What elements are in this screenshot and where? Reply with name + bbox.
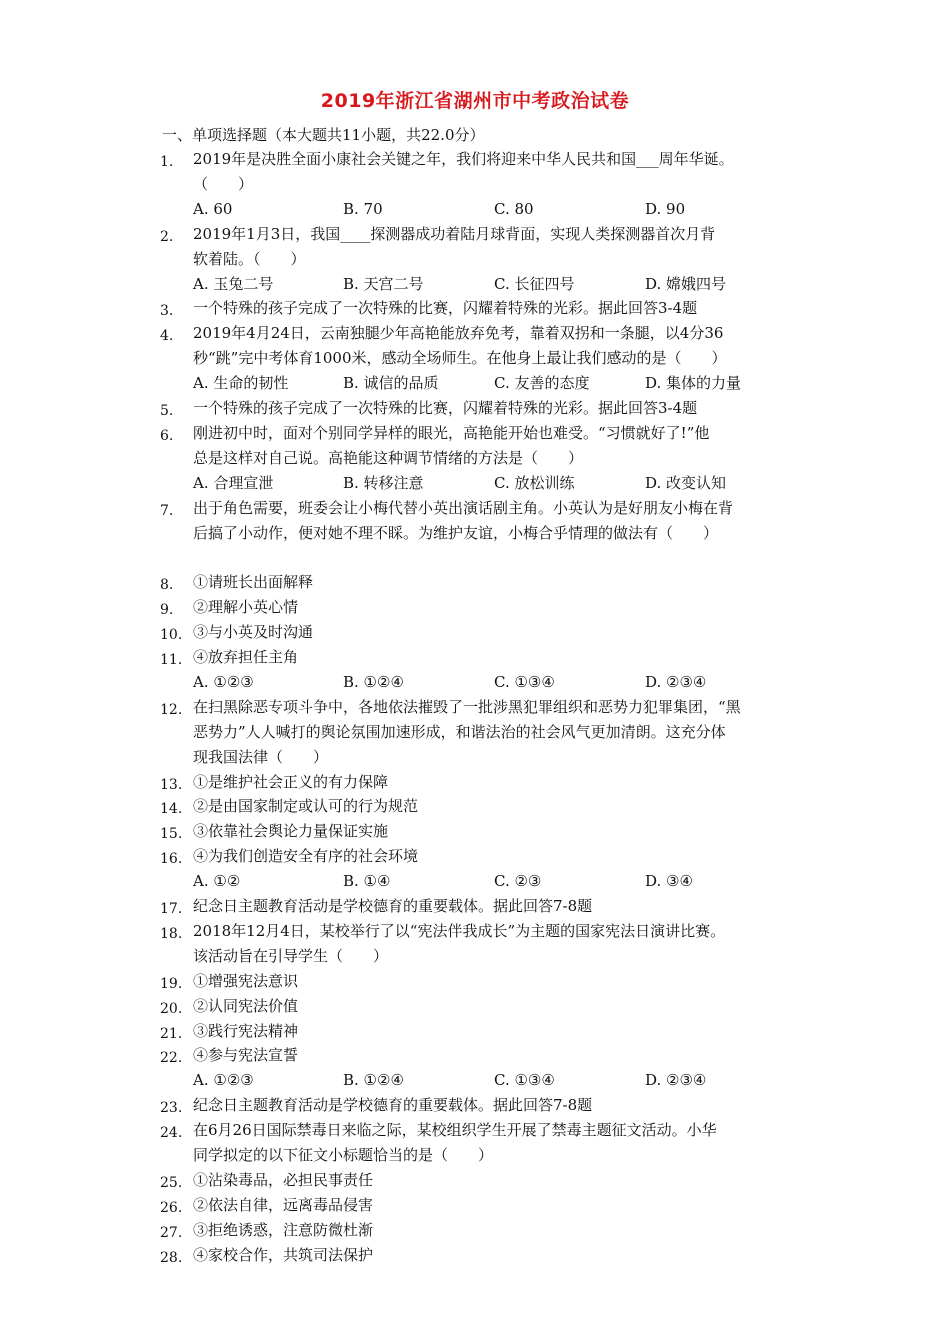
question-item (0, 919, 950, 944)
answer-option: A. 合理宣泄 (193, 473, 274, 492)
question-item (0, 1019, 950, 1044)
question-number: 13. (160, 776, 183, 793)
question-text: ①是维护社会正义的有力保障 (193, 772, 389, 791)
question-continuation (0, 172, 950, 197)
answer-option: B. 70 (343, 199, 383, 218)
question-text: ④家校合作，共筑司法保护 (193, 1245, 374, 1264)
question-continuation (0, 521, 950, 546)
answer-option: A. ①②③ (193, 1071, 254, 1090)
answer-option: A. ①② (193, 872, 241, 891)
answer-option: B. ①②④ (343, 672, 404, 691)
question-text: （ ） (193, 174, 254, 193)
answer-option: A. 生命的韧性 (193, 374, 289, 393)
question-item (0, 1168, 950, 1193)
question-text: ③依靠社会舆论力量保证实施 (193, 822, 389, 841)
question-text: 刚进初中时，面对个别同学异样的眼光，高艳能开始也难受。“习惯就好了!”他 (193, 423, 710, 442)
answer-option: C. ②③ (494, 872, 542, 891)
answer-option: B. 诚信的品质 (343, 374, 439, 393)
question-number: 6. (160, 427, 174, 444)
question-text: 现我国法律（ ） (193, 747, 329, 766)
question-text: 在扫黑除恶专项斗争中，各地依法摧毁了一批涉黑犯罪组织和恶势力犯罪集团，“黑 (193, 697, 741, 716)
answer-option: D. 集体的力量 (645, 374, 742, 393)
question-continuation (0, 1143, 950, 1168)
answer-option: D. 嫦娥四号 (645, 274, 727, 293)
question-number: 1. (160, 154, 174, 170)
question-number: 11. (160, 652, 183, 668)
question-item (0, 695, 950, 720)
question-text: 纪念日主题教育活动是学校德育的重要载体。据此回答7-8题 (193, 897, 593, 915)
question-continuation (0, 247, 950, 272)
page-title: 2019年浙江省湖州市中考政治试卷 (320, 90, 630, 112)
question-item (0, 844, 950, 869)
question-item (0, 570, 950, 595)
answer-option: D. ②③④ (645, 672, 707, 691)
question-item (0, 1218, 950, 1243)
question-item (0, 1093, 950, 1118)
question-text: ②理解小英心情 (193, 598, 299, 617)
question-item (0, 595, 950, 620)
question-item (0, 770, 950, 795)
question-text: 2019年是决胜全面小康社会关键之年，我们将迎来中华人民共和国___周年华诞。 (193, 150, 734, 168)
answer-option: A. 60 (193, 199, 233, 218)
question-text: 秒“跳”完中考体育1000米，感动全场师生。在他身上最让我们感动的是（ ） (193, 349, 727, 368)
question-number: 16. (160, 851, 183, 868)
answer-option: A. ①②③ (193, 672, 254, 691)
question-text: 一个特殊的孩子完成了一次特殊的比赛，闪耀着特殊的光彩。据此回答3-4题 (193, 299, 698, 318)
question-text: 纪念日主题教育活动是学校德育的重要载体。据此回答7-8题 (193, 1096, 593, 1115)
answer-option: C. ①③④ (494, 672, 555, 691)
options-row (0, 1068, 950, 1093)
question-text: 后搞了小动作，便对她不理不睬。为维护友谊，小梅合乎情理的做法有（ ） (193, 523, 719, 542)
question-item (0, 1243, 950, 1268)
question-number: 17. (160, 901, 183, 917)
answer-option: C. 放松训练 (494, 473, 575, 492)
question-continuation (0, 346, 950, 371)
question-continuation (0, 720, 950, 745)
question-item (0, 894, 950, 919)
question-item (0, 1118, 950, 1143)
question-number: 24. (160, 1125, 183, 1142)
question-item (0, 620, 950, 645)
question-text: ④放弃担任主角 (193, 648, 299, 666)
question-number: 26. (160, 1199, 183, 1216)
question-number: 4. (160, 328, 174, 345)
section-heading: 一、单项选择题（本大题共11小题，共22.0分） (162, 126, 485, 144)
question-text: ①请班长出面解释 (193, 573, 314, 592)
question-item (0, 969, 950, 994)
question-number: 10. (160, 627, 183, 644)
question-continuation (0, 545, 950, 570)
question-text: 软着陆。（ ） (193, 249, 306, 268)
question-text: ④为我们创造安全有序的社会环境 (193, 847, 419, 866)
options-row (0, 371, 950, 396)
question-number: 27. (160, 1224, 183, 1241)
answer-option: B. ①④ (343, 872, 391, 891)
question-number: 22. (160, 1050, 183, 1067)
question-item (0, 222, 950, 247)
question-text: ③与小英及时沟通 (193, 623, 314, 642)
question-text: 2019年1月3日，我国____探测器成功着陆月球背面，实现人类探测器首次月背 (193, 224, 716, 243)
question-number: 7. (160, 502, 174, 519)
question-text: ①沾染毒品，必担民事责任 (193, 1170, 374, 1189)
question-number: 28. (160, 1249, 183, 1266)
question-text: 该活动旨在引导学生（ ） (193, 946, 389, 965)
answer-option: A. 玉兔二号 (193, 274, 274, 293)
answer-option: C. 友善的态度 (494, 374, 590, 393)
question-item (0, 819, 950, 844)
question-number: 2. (160, 228, 174, 245)
question-number: 19. (160, 975, 183, 992)
question-number: 21. (160, 1025, 183, 1042)
answer-option: D. 改变认知 (645, 473, 727, 492)
question-text: 出于角色需要，班委会让小梅代替小英出演话剧主角。小英认为是好朋友小梅在背 (193, 498, 734, 517)
question-item (0, 421, 950, 446)
question-item (0, 1193, 950, 1218)
answer-option: D. ③④ (645, 872, 693, 891)
question-number: 18. (160, 925, 183, 942)
answer-option: B. ①②④ (343, 1071, 404, 1090)
question-text: 一个特殊的孩子完成了一次特殊的比赛，闪耀着特殊的光彩。据此回答3-4题 (193, 399, 698, 417)
question-number: 5. (160, 403, 174, 419)
question-number: 25. (160, 1174, 183, 1191)
answer-option: D. ②③④ (645, 1071, 707, 1090)
question-text: ②依法自律，远离毒品侵害 (193, 1195, 374, 1214)
question-text: ③践行宪法精神 (193, 1021, 299, 1040)
answer-option: B. 转移注意 (343, 473, 424, 492)
question-text: 同学拟定的以下征文小标题恰当的是（ ） (193, 1146, 494, 1164)
question-text: 恶势力”人人喊打的舆论氛围加速形成，和谐法治的社会风气更加清朗。这充分体 (193, 722, 726, 741)
question-item (0, 396, 950, 421)
question-text: ①增强宪法意识 (193, 971, 299, 990)
question-number: 9. (160, 602, 174, 619)
question-item (0, 147, 950, 172)
question-number: 15. (160, 826, 183, 843)
options-row (0, 197, 950, 222)
question-text: ②是由国家制定或认可的行为规范 (193, 797, 419, 816)
question-number: 14. (160, 801, 183, 818)
options-row (0, 272, 950, 297)
question-number: 20. (160, 1000, 183, 1017)
question-item (0, 645, 950, 670)
question-item (0, 794, 950, 819)
question-text: 总是这样对自己说。高艳能这种调节情绪的方法是（ ） (193, 448, 584, 467)
question-text: ③拒绝诱惑，注意防微杜渐 (193, 1220, 374, 1239)
question-number: 12. (160, 701, 183, 718)
question-item (0, 296, 950, 321)
question-item (0, 321, 950, 346)
question-text: 2019年4月24日，云南独腿少年高艳能放弃免考，靠着双拐和一条腿，以4分36 (193, 324, 724, 343)
answer-option: B. 天宫二号 (343, 274, 424, 293)
question-text: 在6月26日国际禁毒日来临之际，某校组织学生开展了禁毒主题征文活动。小华 (193, 1121, 717, 1140)
answer-option: C. 长征四号 (494, 274, 575, 293)
question-number: 23. (160, 1100, 183, 1117)
question-text: 2018年12月4日，某校举行了以“宪法伴我成长”为主题的国家宪法日演讲比赛。 (193, 921, 726, 940)
question-number: 3. (160, 303, 174, 320)
question-item (0, 1043, 950, 1068)
answer-option: C. ①③④ (494, 1071, 555, 1090)
options-row (0, 670, 950, 695)
question-item (0, 994, 950, 1019)
question-number: 8. (160, 577, 174, 594)
answer-option: D. 90 (645, 199, 686, 218)
question-text: ④参与宪法宣誓 (193, 1046, 299, 1065)
question-text: ②认同宪法价值 (193, 996, 299, 1015)
question-continuation (0, 446, 950, 471)
answer-option: C. 80 (494, 199, 534, 218)
options-row (0, 471, 950, 496)
options-row (0, 869, 950, 894)
question-item (0, 496, 950, 521)
question-continuation (0, 745, 950, 770)
question-continuation (0, 944, 950, 969)
